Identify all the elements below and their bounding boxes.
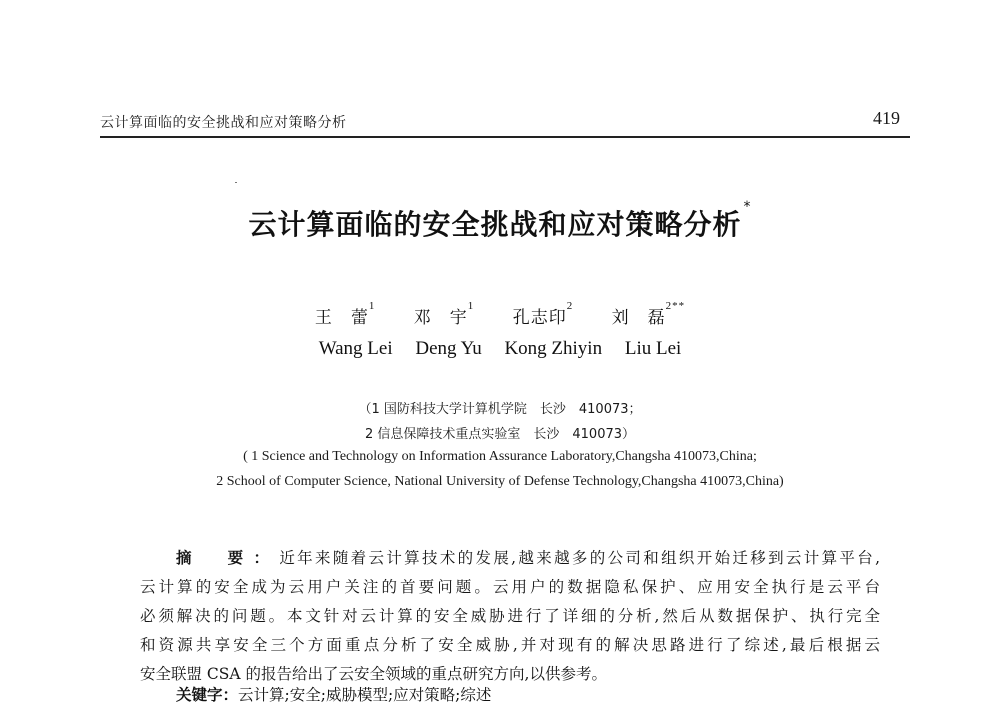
author-cn: [512, 300, 574, 328]
page-number: 419: [873, 108, 900, 128]
running-title: 云计算面临的安全挑战和应对策略分析: [100, 115, 347, 131]
scan-speck: [235, 182, 237, 183]
author-name: 孔志印: [512, 308, 567, 328]
title-footnote-mark: *: [743, 199, 752, 215]
abstract-line: [140, 544, 880, 573]
author-affil-mark: 2**: [665, 300, 686, 312]
abstract-line: 和资源共享安全三个方面重点分析了安全威胁,并对现有的解决思路进行了综述,最后根据云: [140, 636, 880, 654]
author-en: Wang Lei: [318, 338, 393, 359]
author-cn: [413, 300, 475, 328]
author-affil-mark: 1: [467, 300, 475, 312]
abstract: [140, 544, 880, 689]
keywords: [176, 683, 491, 705]
author-cn: [314, 300, 376, 328]
affiliation-cn-1: （1 国防科技大学计算机学院 长沙 410073；: [358, 402, 642, 417]
abstract-line: 必须解决的问题。本文针对云计算的安全威胁进行了详细的分析,然后从数据保护、执行完全: [140, 607, 880, 625]
paper-title-text: 云计算面临的安全挑战和应对策略分析: [248, 208, 742, 241]
author-cn: [611, 300, 686, 328]
author-en: Liu Lei: [624, 338, 682, 359]
author-name: 邓 宇: [413, 308, 468, 328]
abstract-text: 近年来随着云计算技术的发展,越来越多的公司和组织开始迁移到云计算平台,: [279, 549, 880, 567]
keywords-label: 关键字：: [176, 686, 239, 704]
header-rule: [100, 136, 910, 138]
affiliation-en-2: 2 School of Computer Science, National University of Defense Technology,Changsha 410073,China): [216, 474, 784, 489]
author-name: 刘 磊: [611, 308, 666, 328]
author-en: Kong Zhiyin: [504, 338, 603, 359]
abstract-line: 云计算的安全成为云用户关注的首要问题。云用户的数据隐私保护、应用安全执行是云平台: [140, 578, 880, 596]
abstract-label: 摘 要：: [176, 549, 280, 567]
authors-chinese: [0, 300, 1000, 328]
keywords-text: 云计算;安全;威胁模型;应对策略;综述: [238, 686, 492, 704]
author-en: Deng Yu: [415, 338, 482, 359]
authors-english: [0, 338, 1000, 360]
affiliation-cn-2: 2 信息保障技术重点实验室 长沙 410073）: [364, 427, 636, 442]
paper-title: [0, 199, 1000, 243]
affiliation-en-1: ( 1 Science and Technology on Information Assurance Laboratory,Changsha 410073,China;: [243, 449, 757, 464]
author-name: 王 蕾: [314, 308, 369, 328]
author-affil-mark: 2: [566, 300, 574, 312]
author-affil-mark: 1: [368, 300, 376, 312]
abstract-line: 安全联盟 CSA 的报告给出了云安全领域的重点研究方向,以供参考。: [140, 665, 607, 683]
